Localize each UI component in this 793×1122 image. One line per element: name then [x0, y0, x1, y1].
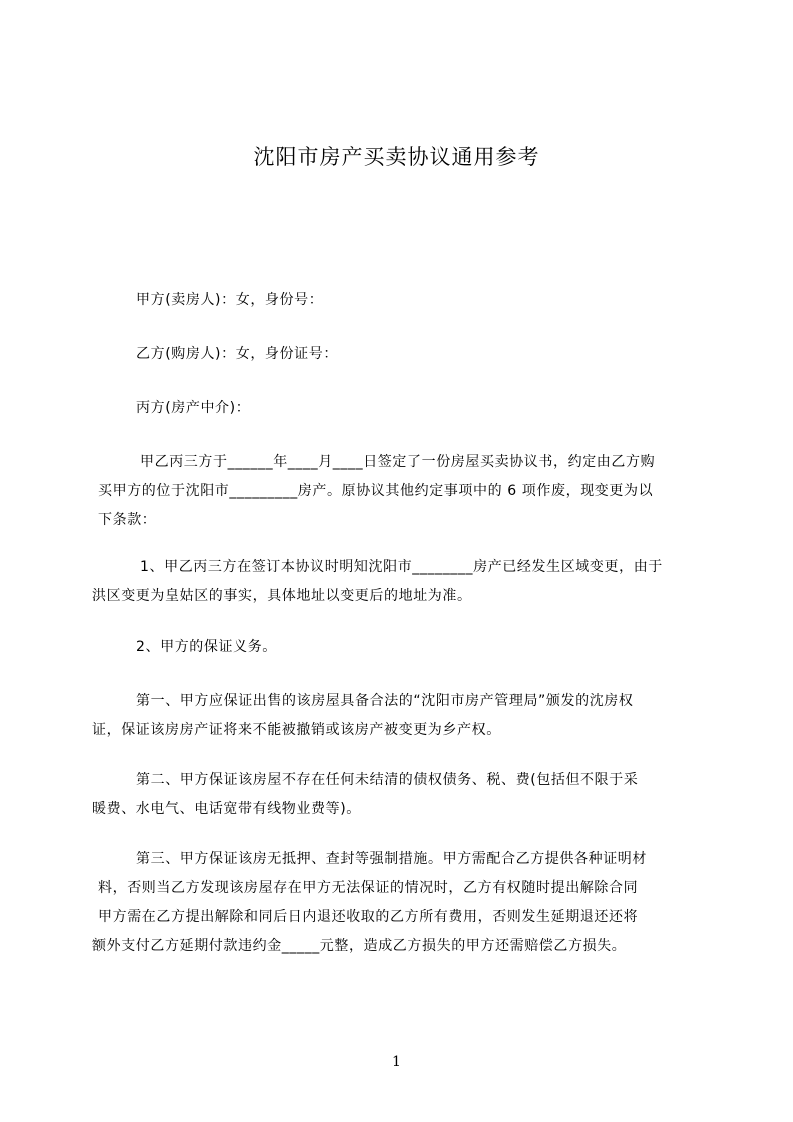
clause-1-line-2: 洪区变更为皇姑区的事实，具体地址以变更后的地址为准。: [92, 588, 472, 604]
seller-text: 甲方(卖房人)：女，身份号：: [136, 292, 324, 308]
guarantee-3-line-2: 料，否则当乙方发现该房屋存在甲方无法保证的情况时，乙方有权随时提出解除合同: [98, 880, 639, 896]
seller-line: [92, 286, 704, 315]
guarantee-3-line-1: 第三、甲方保证该房无抵押、查封等强制措施。甲方需配合乙方提供各种证明材: [136, 851, 647, 867]
intro-line-1: 甲乙丙三方于______年____月____日签定了一份房屋买卖协议书，约定由乙方购: [140, 454, 656, 470]
clause-1-line-1: 1、甲乙丙三方在签订本协议时明知沈阳市________房产已经发生区域变更，由于: [140, 559, 663, 575]
guarantee-1-line-2: 证，保证该房房产证将来不能被撤销或该房产被变更为乡产权。: [92, 722, 501, 738]
intro-line-3: 下条款：: [98, 512, 157, 528]
buyer-text: 乙方(购房人)：女，身份证号：: [136, 346, 338, 362]
intro-paragraph: [92, 448, 704, 535]
guarantee-1-line-1: 第一、甲方应保证出售的该房屋具备合法的“沈阳市房产管理局”颁发的沈房权: [136, 693, 634, 709]
guarantee-3-line-4: 额外支付乙方延期付款违约金_____元整，造成乙方损失的甲方还需赔偿乙方损失。: [92, 938, 627, 954]
guarantee-2-line-1: 第二、甲方保证该房屋不存在任何未结清的债权债务、税、费(包括但不限于采: [136, 772, 639, 788]
guarantee-1: [92, 687, 704, 745]
agent-line: [92, 394, 704, 423]
buyer-line: [92, 340, 704, 369]
agent-text: 丙方(房产中介)：: [136, 400, 251, 416]
guarantee-2-line-2: 暖费、水电气、电话宽带有线物业费等)。: [92, 801, 361, 817]
clause-2-heading: [92, 633, 704, 662]
clause-1: [92, 553, 704, 611]
guarantee-2: [92, 766, 704, 824]
guarantee-3-line-3: 甲方需在乙方提出解除和同后日内退还收取的乙方所有费用，否则发生延期退还还将: [98, 909, 639, 925]
clause-2-heading-text: 2、甲方的保证义务。: [136, 639, 277, 655]
guarantee-3: [92, 845, 704, 961]
document-title: 沈阳市房产买卖协议通用参考: [253, 145, 540, 169]
intro-line-2: 买甲方的位于沈阳市_________房产。原协议其他约定事项中的 6 项作废，现变更为以: [98, 483, 654, 499]
page-number: 1: [392, 1054, 401, 1070]
